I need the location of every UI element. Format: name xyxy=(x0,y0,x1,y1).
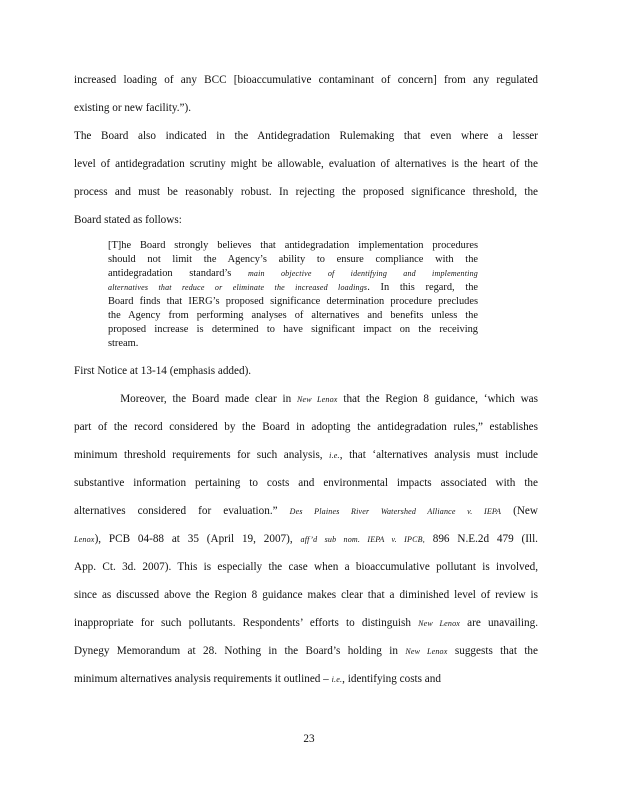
block-quote-line-1: [T]he Board strongly believes that antidegradation implementation procedures xyxy=(108,240,478,251)
paragraph-3-line-1 xyxy=(74,392,538,407)
body-text: , identifying costs and xyxy=(342,673,441,685)
paragraph-3-line-3 xyxy=(74,448,538,463)
case-name: New Lenox xyxy=(405,647,448,656)
case-name: New Lenox xyxy=(297,395,338,404)
paragraph-3-line-8: since as discussed above the Region 8 guidance makes clear that a diminished level of review is xyxy=(74,589,538,601)
body-text: Dynegy Memorandum at 28. Nothing in the Board’s holding in xyxy=(74,645,406,657)
paragraph-1-line-2: existing or new facility.”). xyxy=(74,102,192,114)
paragraph-3-line-7: App. Ct. 3d. 2007). This is especially the case when a bioaccumulative pollutant is involved, xyxy=(74,561,538,573)
body-text: minimum alternatives analysis requirements it outlined – xyxy=(74,673,332,685)
paragraph-3-line-2: part of the record considered by the Board in adopting the antidegradation rules,” establishes xyxy=(74,421,538,433)
case-name: Lenox xyxy=(74,535,95,544)
case-name: New Lenox xyxy=(418,619,461,628)
block-quote-text: antidegradation standard’s xyxy=(108,268,248,279)
paragraph-3-line-4: substantive information pertaining to costs and environmental impacts associated with the xyxy=(74,477,538,489)
paragraph-2-line-1: The Board also indicated in the Antidegradation Rulemaking that even where a lesser xyxy=(74,130,538,142)
body-text: (New xyxy=(501,505,538,517)
paragraph-3-line-10 xyxy=(74,644,538,659)
body-text: inappropriate for such pollutants. Respondents’ efforts to distinguish xyxy=(74,617,419,629)
block-quote-text: . In this regard, the xyxy=(367,282,479,293)
block-quote-line-5: Board finds that IERG’s proposed significance determination procedure precludes xyxy=(108,296,478,307)
body-text: that the Region 8 guidance, ‘which was xyxy=(337,393,538,405)
case-name: Des Plaines River Watershed Alliance v. IEPA xyxy=(289,507,502,516)
paragraph-1-line-1: increased loading of any BCC [bioaccumulative contaminant of concern] from any regulated xyxy=(74,74,538,86)
body-text: alternatives considered for evaluation.” xyxy=(74,505,290,517)
emphasized-text: main objective of identifying and implementing xyxy=(247,269,478,278)
body-text: 896 N.E.2d 479 (Ill. xyxy=(424,533,538,545)
block-quote-line-7: proposed increase is determined to have significant impact on the receiving xyxy=(108,324,478,335)
body-text: suggests that the xyxy=(447,645,538,657)
block-quote-line-3 xyxy=(108,268,478,280)
paragraph-3-line-9 xyxy=(74,616,538,631)
body-text: Moreover, the Board made clear in xyxy=(74,393,297,405)
body-text: minimum threshold requirements for such analysis, xyxy=(74,449,330,461)
emphasized-text: i.e. xyxy=(329,451,340,460)
citation: First Notice at 13-14 (emphasis added). xyxy=(74,365,252,377)
body-text: ), PCB 04-88 at 35 (April 19, 2007), xyxy=(94,533,301,545)
block-quote-line-6: the Agency from performing analyses of alternatives and benefits unless the xyxy=(108,310,478,321)
paragraph-2-line-3: process and must be reasonably robust. In rejecting the proposed significance threshold, the xyxy=(74,186,538,198)
block-quote-line-4 xyxy=(108,282,478,294)
body-text: , that ‘alternatives analysis must include xyxy=(339,449,538,461)
body-text: are unavailing. xyxy=(460,617,538,629)
paragraph-2-line-2: level of antidegradation scrutiny might be allowable, evaluation of alternatives is the heart of the xyxy=(74,158,538,170)
emphasized-text: i.e. xyxy=(331,675,343,684)
paragraph-3-line-5 xyxy=(74,504,538,519)
paragraph-3-line-6 xyxy=(74,532,538,547)
paragraph-2-line-4: Board stated as follows: xyxy=(74,214,182,226)
paragraph-3-line-11 xyxy=(74,672,538,687)
case-name: aff’d sub nom. IEPA v. IPCB, xyxy=(300,535,425,544)
block-quote-line-8: stream. xyxy=(108,338,139,349)
emphasized-text: alternatives that reduce or eliminate the increased loadings xyxy=(108,283,368,292)
block-quote-line-2: should not limit the Agency’s ability to ensure compliance with the xyxy=(108,254,478,265)
page-number: 23 xyxy=(303,733,315,745)
